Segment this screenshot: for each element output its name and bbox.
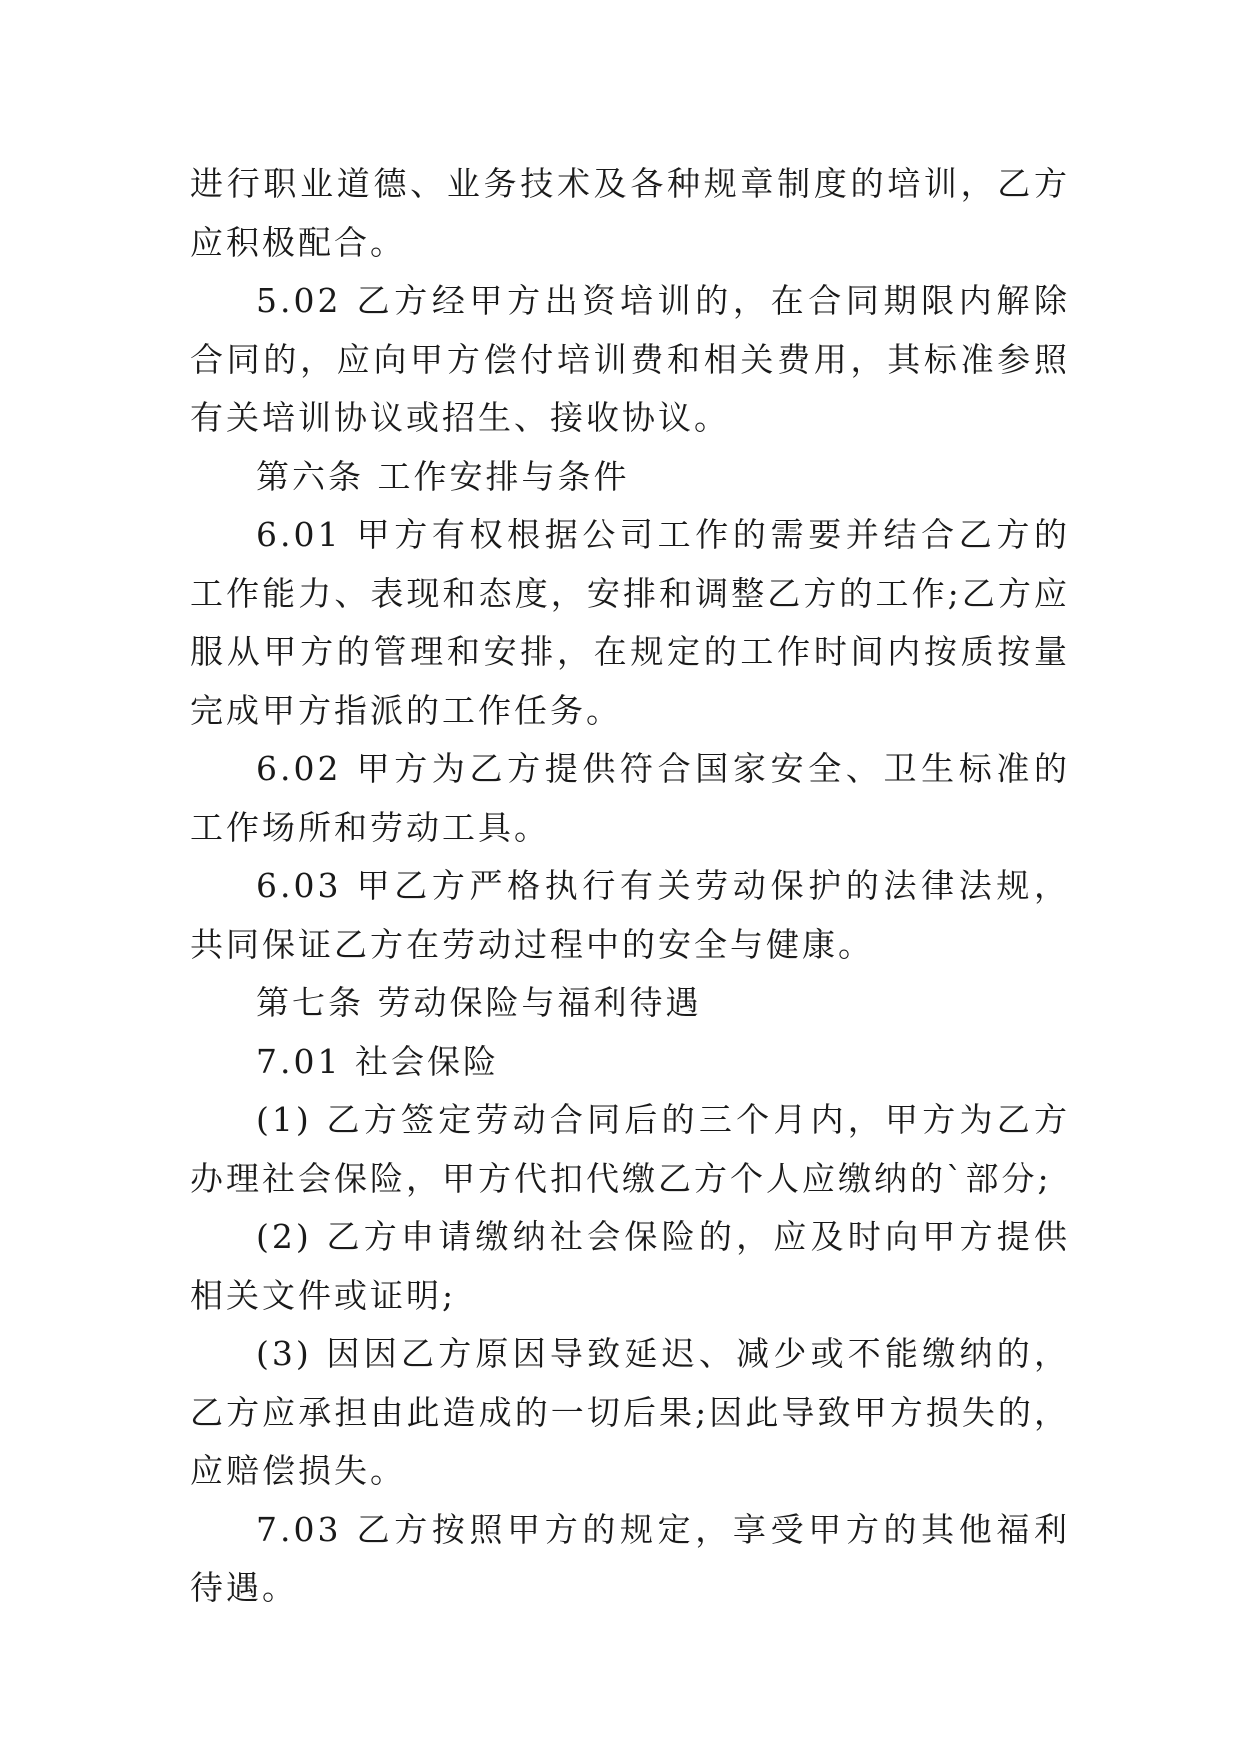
paragraph-5-02: 5.02 乙方经甲方出资培训的，在合同期限内解除合同的，应向甲方偿付培训费和相关费用，其标准参照有关培训协议或招生、接收协议。	[190, 281, 1070, 437]
paragraph-training-continued: 进行职业道德、业务技术及各种规章制度的培训，乙方应积极配合。	[190, 164, 1070, 262]
document-body	[190, 155, 1070, 1618]
heading-article-6: 第六条 工作安排与条件	[256, 456, 630, 496]
paragraph-item-3: (3) 因因乙方原因导致延迟、减少或不能缴纳的，乙方应承担由此造成的一切后果;因此导致甲方损失的，应赔偿损失。	[190, 1334, 1070, 1490]
paragraph-6-02: 6.02 甲方为乙方提供符合国家安全、卫生标准的工作场所和劳动工具。	[190, 749, 1070, 847]
paragraph-6-01: 6.01 甲方有权根据公司工作的需要并结合乙方的工作能力、表现和态度，安排和调整乙方的工作;乙方应服从甲方的管理和安排，在规定的工作时间内按质按量完成甲方指派的工作任务。	[190, 515, 1070, 730]
heading-article-7: 第七条 劳动保险与福利待遇	[256, 983, 702, 1022]
paragraph-item-2: (2) 乙方申请缴纳社会保险的，应及时向甲方提供相关文件或证明;	[190, 1217, 1070, 1315]
paragraph-7-03: 7.03 乙方按照甲方的规定，享受甲方的其他福利待遇。	[190, 1509, 1070, 1607]
paragraph-7-01: 7.01 社会保险	[256, 1041, 499, 1081]
paragraph-6-03: 6.03 甲乙方严格执行有关劳动保护的法律法规，共同保证乙方在劳动过程中的安全与健康。	[190, 866, 1070, 964]
paragraph-item-1: (1) 乙方签定劳动合同后的三个月内，甲方为乙方办理社会保险，甲方代扣代缴乙方个人应缴纳的`部分;	[190, 1100, 1070, 1198]
